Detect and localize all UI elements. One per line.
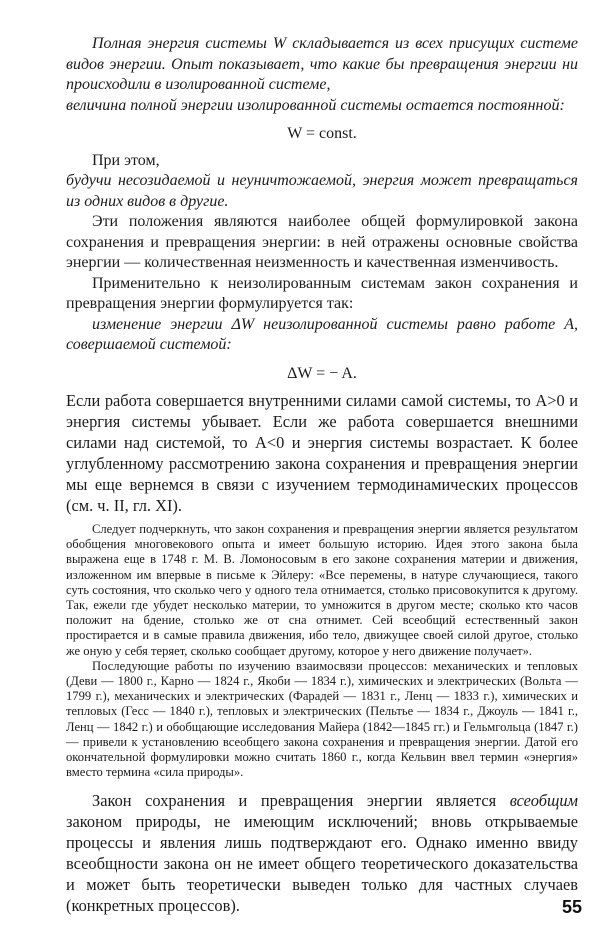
paragraph-text: законом природы, не имеющим исключений; вновь открываемые процессы и явления лишь подтверждают его. Однако именно ввиду всеобщности закона он не имеет общего теоретического доказательства и может быть теоретически выведен только для частных случаев (конкретных процессов).: [66, 812, 578, 916]
formula-energy-work: ΔW = − A.: [287, 364, 357, 382]
paragraph-general-formulation: Эти положения являются наиболее общей формулировкой закона сохранения и превращения энергии: в ней отражены основные свойства энергии — количественная неизменность и качественная изменчивость.: [66, 213, 578, 271]
paragraph-conversion: [66, 171, 578, 212]
italic-statement: величина полной энергии изолированной системы остается постоянной:: [66, 96, 565, 114]
paragraph-intro: При этом,: [92, 151, 160, 169]
paragraph-nonisolated: Применительно к неизолированным системам закон сохранения и превращения энергии формулируется так:: [66, 274, 578, 312]
paragraph-isolated-constant: [66, 96, 578, 117]
paragraph-energy-change: [66, 315, 578, 356]
italic-statement: изменение энергии ΔW неизолированной системы равно работе A, совершаемой системой:: [66, 315, 578, 353]
paragraph-text: Закон сохранения и превращения энергии является: [92, 791, 497, 811]
paragraph-work-sign: Если работа совершается внутренними силами самой системы, то A>0 и энергия системы убывает. Если же работа совершается внешними силами над системой, то A<0 и энергия системы возрастает. К более углубленному рассмотрению закона сохранения и превращения энергии мы еще вернемся в связи с изучением термодинамических процессов (см. ч. II, гл. XI).: [66, 391, 578, 515]
paragraph-total-energy: [66, 34, 578, 96]
paragraph-universal-law: [66, 790, 578, 916]
emphasis-universal: всеобщим: [509, 791, 578, 811]
note-history-lomonosov: Следует подчеркнуть, что закон сохранения и превращения энергии является результатом обобщения многовекового опыта и имеет большую историю. Идея этого закона была выражена еще в 1748 г. М. В. Ломоносовым в его законе сохранения материи и движения, изложенном им впервые в письме к Эйлеру: «Все перемены, в натуре случающиеся, такого суть состояния, что сколько чего у одного тела отнимается, столько присовокупится к другому. Так, ежели где убудет несколько материи, то умножится в другом месте; сколько кто часов положит на бдение, столько же от сна отнимет. Сей всеобщий естественный закон простирается и в самые правила движения, ибо тело, движущее своей силой другое, столько же оную у себя теряет, сколько сообщает другому, которое у него движение получает».: [66, 522, 578, 658]
italic-statement: будучи несозидаемой и неуничтожаемой, энергия может превращаться из одних видов в другие.: [66, 172, 578, 210]
page-number: 55: [561, 897, 582, 917]
paragraph-text: Полная энергия системы W складывается из всех присущих системе видов энергии. Опыт показывает, что какие бы превращения энергии ни происходили в изолированной системе,: [66, 35, 578, 93]
formula-energy-constant: W = const.: [287, 125, 357, 142]
page-content: [66, 34, 578, 916]
note-history-later-works: Последующие работы по изучению взаимосвязи процессов: механических и тепловых (Деви — 1800 г., Карно — 1824 г., Якоби — 1834 г.), химических и электрических (Вольта — 1799 г.), механических и электрических (Фарадей — 1831 г., Ленц — 1833 г.), химических и тепловых (Гесс — 1840 г.), тепловых и электрических (Пельтье — 1834 г., Джоуль — 1841 г., Ленц — 1842 г.) и обобщающие исследования Майера (1842—1845 гг.) и Гельмгольца (1847 г.) — привели к установлению всеобщего закона сохранения и превращения энергии. Датой его окончательной формулировки можно считать 1860 г., когда Кельвин ввел термин «энергия» вместо термина «сила природы».: [66, 658, 578, 780]
